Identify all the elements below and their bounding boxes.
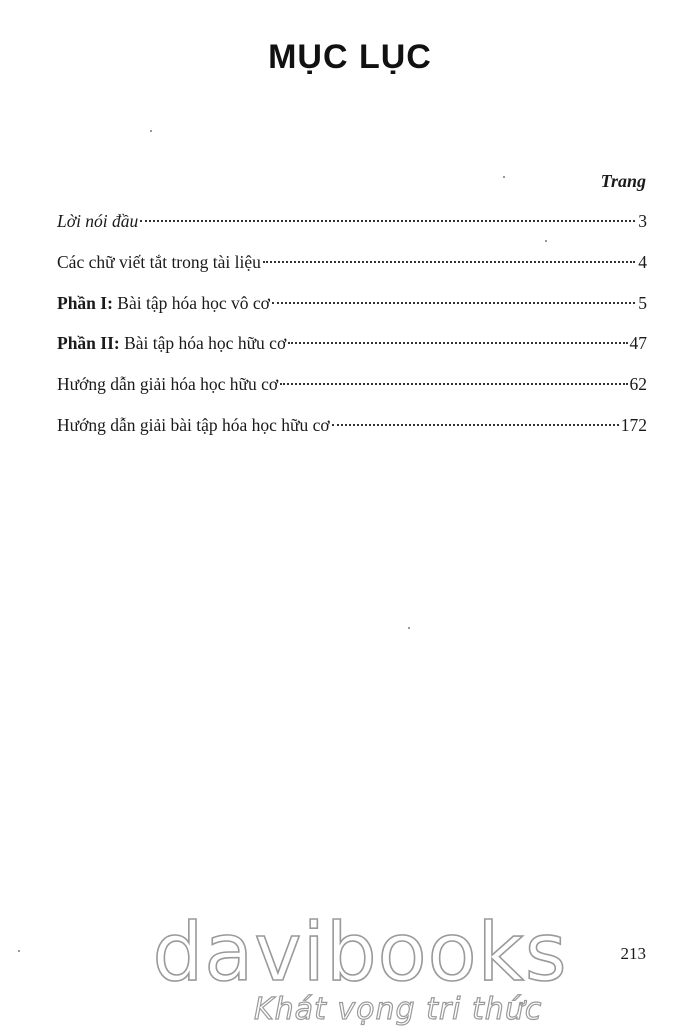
toc-entry-page: 172 (620, 414, 647, 435)
toc-entry-page: 3 (638, 211, 647, 231)
toc-entry[interactable] (57, 289, 647, 330)
toc-entry-page: 5 (638, 292, 647, 313)
toc-entry[interactable] (57, 248, 647, 289)
toc-entry-title: Lời nói đầu (57, 211, 139, 231)
toc-dot-leader (263, 261, 635, 263)
page-number: 213 (620, 944, 646, 963)
scan-speck (150, 130, 152, 132)
toc-entry-title: Hướng dẫn giải hóa học hữu cơ (57, 374, 279, 395)
page-column-label: Trang (600, 171, 646, 191)
toc-entry-title: Các chữ viết tắt trong tài liệu (57, 251, 261, 272)
table-of-contents (57, 207, 647, 452)
toc-entry-title: Hướng dẫn giải bài tập hóa học hữu cơ (57, 414, 330, 435)
toc-entry[interactable] (57, 207, 647, 248)
toc-entry-page: 47 (629, 333, 647, 354)
toc-entry-page: 62 (629, 374, 647, 395)
toc-entry[interactable] (57, 411, 647, 452)
toc-entry-title-wrap (57, 289, 270, 317)
toc-dot-leader (288, 342, 627, 344)
toc-entry-title: Bài tập hóa học vô cơ (112, 292, 270, 313)
watermark-logo: davibooks (152, 906, 568, 999)
toc-entry[interactable] (57, 329, 647, 370)
toc-dot-leader (140, 220, 635, 222)
toc-dot-leader (280, 383, 627, 385)
scan-speck (18, 950, 20, 952)
scan-speck (503, 176, 505, 178)
toc-entry-page: 4 (638, 251, 647, 272)
watermark-slogan: Khát vọng tri thức (254, 992, 543, 1027)
toc-dot-leader (332, 424, 619, 426)
toc-entry-title: Bài tập hóa học hữu cơ (119, 333, 287, 354)
toc-entry-part-label: Phần II: (57, 333, 120, 354)
scan-speck (545, 240, 547, 242)
toc-entry-part-label: Phần I: (57, 292, 113, 313)
toc-dot-leader (272, 302, 635, 304)
page-title: MỤC LỤC (268, 38, 432, 76)
toc-entry[interactable] (57, 370, 647, 411)
scan-speck (408, 627, 410, 629)
toc-entry-title-wrap (57, 329, 286, 357)
